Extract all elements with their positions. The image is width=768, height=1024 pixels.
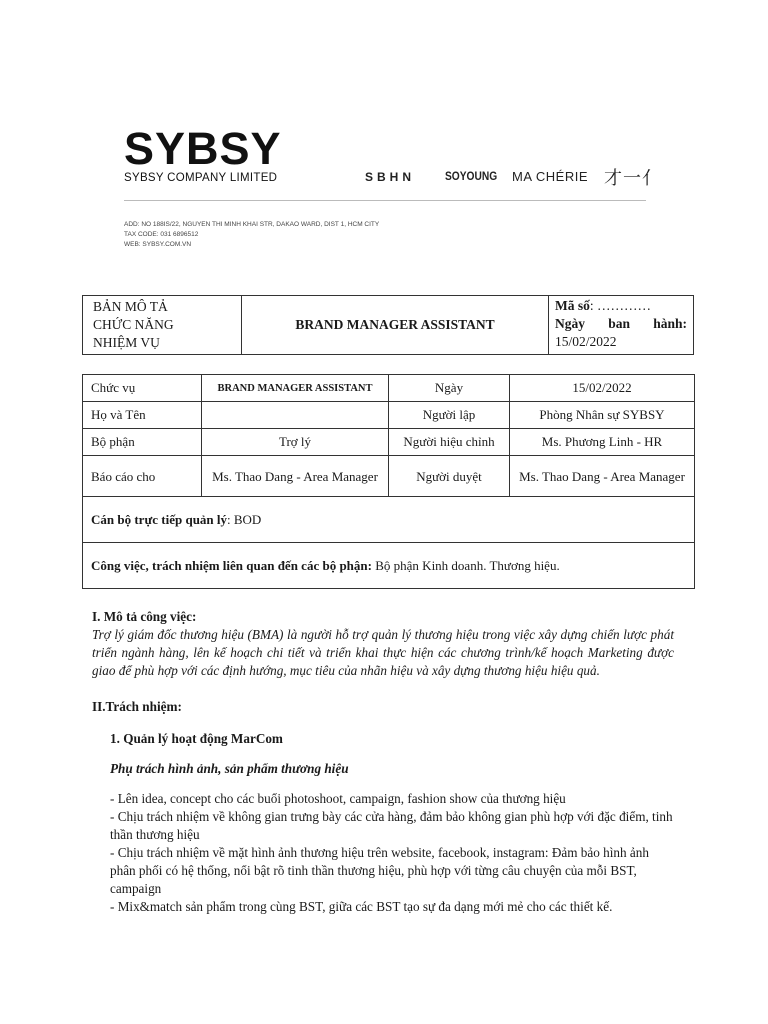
doc-type-cell [83, 296, 242, 355]
table-row [83, 375, 695, 402]
section-heading-responsibilities: II.Trách nhiệm: [92, 699, 182, 714]
company-name: SYBSY COMPANY LIMITED [124, 172, 278, 184]
label-approved-by: Người duyệt [389, 456, 510, 497]
subsection-heading-marcom: 1. Quản lý hoạt động MarCom [110, 731, 283, 746]
related-departments-label: Công việc, trách nhiệm liên quan đến các bộ phận: [91, 557, 372, 573]
brand-soyoung: SOYOUNG [445, 169, 498, 183]
doc-code-value: : ………… [589, 298, 652, 313]
issue-label-row [555, 315, 687, 333]
issue-label-word-2: ban [608, 316, 630, 331]
value-date: 15/02/2022 [510, 375, 695, 402]
related-departments-cell [83, 543, 695, 589]
brand-ma-cherie: MA CHÉRIE [512, 169, 589, 184]
value-revised-by: Ms. Phương Linh - HR [510, 429, 695, 456]
address-line: ADD: NO 188IS/22, NGUYEN THI MINH KHAI STR, DAKAO WARD, DIST 1, HCM CITY [124, 221, 380, 228]
issue-label-word-1: Ngày [555, 316, 585, 331]
issue-label-word-3: hành: [653, 316, 687, 331]
doc-meta-cell [549, 296, 694, 355]
doc-type-line-3: NHIỆM VỤ [93, 335, 160, 350]
website-line: WEB: SYBSY.COM.VN [124, 241, 192, 248]
tax-code-line: TAX CODE: 031 6896512 [124, 231, 199, 238]
doc-code [555, 297, 687, 315]
direct-manager-cell [83, 497, 695, 543]
table-row [83, 429, 695, 456]
brand-sbhn: SBHN [365, 170, 416, 184]
company-address-block [124, 220, 379, 250]
doc-type-line-1: BẢN MÔ TẢ [93, 299, 168, 314]
subsection-italic-heading: Phụ trách hình ảnh, sản phẩm thương hiệu [110, 761, 349, 776]
related-departments-value: Bộ phận Kinh doanh. Thương hiệu. [371, 557, 560, 573]
value-reports-to: Ms. Thao Dang - Area Manager [202, 456, 389, 497]
list-item: - Chịu trách nhiệm về mặt hình ảnh thương hiệu trên website, facebook, instagram: Đảm bảo hình ảnh phân phối có hệ thống, nổi bật rõ tinh thần thương hiệu, phù hợp với từng câu chuyện của mỗi BST, campaign [110, 845, 649, 896]
table-row [83, 402, 695, 429]
label-reports-to: Báo cáo cho [83, 456, 202, 497]
label-department: Bộ phận [83, 429, 202, 456]
label-revised-by: Người hiệu chỉnh [389, 429, 510, 456]
label-date: Ngày [389, 375, 510, 402]
brand-logo-script: 才一亻 [604, 168, 661, 189]
responsibility-list [110, 790, 674, 916]
value-prepared-by: Phòng Nhân sự SYBSY [510, 402, 695, 429]
brand-list [0, 168, 768, 188]
doc-type-line-2: CHỨC NĂNG [93, 317, 174, 332]
value-department: Trợ lý [202, 429, 389, 456]
header-divider [124, 200, 646, 201]
value-approved-by: Ms. Thao Dang - Area Manager [510, 456, 695, 497]
position-title: BRAND MANAGER ASSISTANT [242, 296, 549, 355]
logo-wordmark: SYBSY [124, 123, 282, 174]
value-full-name [202, 402, 389, 429]
document-body [92, 608, 674, 916]
label-prepared-by: Người lập [389, 402, 510, 429]
document-title-table [82, 295, 694, 355]
position-info-table [82, 374, 695, 589]
table-row [83, 543, 695, 589]
list-item: - Mix&match sản phẩm trong cùng BST, giữa các BST tạo sự đa dạng mới mẻ cho các thiết kế. [110, 899, 613, 914]
label-full-name: Họ và Tên [83, 402, 202, 429]
table-row [83, 497, 695, 543]
value-position: BRAND MANAGER ASSISTANT [202, 375, 389, 402]
issue-date: 15/02/2022 [555, 334, 617, 349]
direct-manager-label: Cán bộ trực tiếp quản lý [91, 511, 228, 527]
list-item: - Lên idea, concept cho các buổi photoshoot, campaign, fashion show của thương hiệu [110, 791, 566, 806]
label-position: Chức vụ [83, 375, 202, 402]
table-row [83, 456, 695, 497]
list-item: - Chịu trách nhiệm về không gian trưng bày các cửa hàng, đảm bảo không gian phù hợp với đặc điểm, tinh thần thương hiệu [110, 809, 673, 842]
direct-manager-value: : BOD [227, 511, 262, 527]
section-heading-job-description: I. Mô tả công việc: [92, 609, 197, 624]
job-description-paragraph: Trợ lý giám đốc thương hiệu (BMA) là người hỗ trợ quản lý thương hiệu trong việc xây dựng chiến lược phát triển ngành hàng, lên kế hoạch chi tiết và triển khai thực hiện các chương trình/kế hoạch Marketing được giao để phù hợp với các định hướng, mục tiêu của nhãn hiệu và xây dựng thương hiệu hiệu quả. [92, 627, 674, 678]
doc-code-label: Mã số [555, 298, 590, 313]
